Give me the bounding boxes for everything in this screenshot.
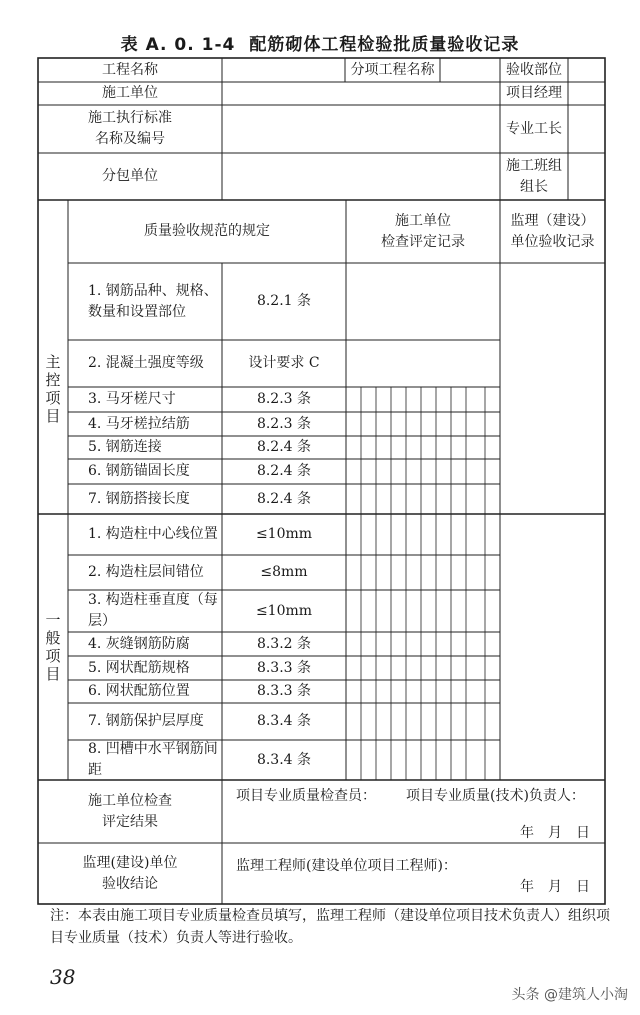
main-item-ref: 8.2.4 条 — [256, 490, 312, 507]
project-manager-label: 项目经理 — [506, 85, 562, 101]
general-char: 般 — [45, 629, 61, 647]
general-item-ref: ≤10mm — [255, 526, 313, 542]
general-char: 项 — [45, 647, 61, 665]
main-item-name: 7. 钢筋搭接长度 — [88, 490, 190, 507]
main-control-label — [38, 263, 68, 514]
table-title: 配筋砌体工程检验批质量验收记录 — [249, 35, 520, 55]
main-item-name: 6. 钢筋锚固长度 — [88, 463, 190, 479]
construction-check-line1: 施工单位 — [395, 212, 451, 229]
general-label — [38, 514, 68, 780]
team-leader-label — [500, 153, 568, 200]
general-char: 一 — [45, 611, 61, 629]
supervision-result-line1: 监理(建设)单位 — [82, 854, 178, 871]
check-grid — [361, 387, 485, 780]
general-item-name: 4. 灰缝钢筋防腐 — [88, 635, 190, 652]
supervision-header — [500, 200, 605, 263]
project-name-label: 工程名称 — [102, 61, 158, 78]
inspector-signature: 项目专业质量检查员： — [236, 788, 376, 804]
general-item-ref: 8.3.4 条 — [256, 713, 312, 729]
construction-result-line2: 评定结果 — [102, 813, 158, 830]
subcontractor-label: 分包单位 — [102, 168, 158, 184]
watermark: 头条 @建筑人小淘 — [511, 987, 628, 1003]
main-control-char: 目 — [45, 406, 61, 425]
main-item-ref: 8.2.4 条 — [256, 463, 312, 479]
main-control-char: 项 — [45, 388, 61, 407]
main-item-name: 1. 钢筋品种、规格、数量和设置部位 — [88, 282, 218, 320]
general-char: 目 — [45, 665, 61, 683]
professional-foreman-label: 专业工长 — [506, 120, 562, 137]
table-number: 表 A. 0. 1-4 — [120, 35, 236, 55]
responsible-signature: 项目专业质量(技术)负责人： — [406, 788, 585, 804]
main-item-ref: 设计要求 C — [248, 355, 320, 371]
construction-result-label — [38, 780, 222, 843]
construction-check-header — [346, 200, 500, 263]
supervision-result-label — [38, 843, 222, 904]
main-item-name: 5. 钢筋连接 — [88, 439, 162, 455]
main-control-char: 主 — [45, 352, 61, 371]
general-item-ref: 8.3.2 条 — [256, 635, 312, 652]
supervision-result-line2: 验收结论 — [102, 875, 158, 892]
general-item-name: 5. 网状配筋规格 — [88, 659, 190, 676]
table-note: 注：本表由施工项目专业质量检查员填写，监理工程师（建设单位项目技术负责人）组织项目专业质量（技术）负责人等进行验收。 — [50, 908, 610, 946]
project-name-value[interactable] — [222, 58, 345, 82]
general-item-ref: 8.3.3 条 — [256, 659, 312, 676]
general-item-name: 3. 构造柱垂直度（每层） — [88, 592, 218, 629]
page-number: 38 — [50, 965, 76, 989]
main-control-char: 控 — [45, 370, 61, 389]
main-item-ref: 8.2.1 条 — [256, 293, 312, 309]
general-item-name: 2. 构造柱层间错位 — [88, 564, 204, 580]
construction-unit-label: 施工单位 — [102, 85, 158, 101]
team-leader-line2: 组长 — [520, 178, 548, 195]
acceptance-part-label: 验收部位 — [506, 61, 562, 78]
main-item-name: 2. 混凝土强度等级 — [88, 355, 204, 371]
standard-label-line2: 名称及编号 — [95, 131, 165, 147]
general-item-name: 1. 构造柱中心线位置 — [88, 526, 218, 542]
general-item-ref: ≤8mm — [260, 564, 308, 580]
main-item-name: 3. 马牙槎尺寸 — [88, 391, 176, 407]
main-item-ref: 8.2.3 条 — [256, 391, 312, 407]
general-item-ref: ≤10mm — [255, 602, 313, 619]
general-item-name: 7. 钢筋保护层厚度 — [88, 713, 204, 729]
construction-result-line1: 施工单位检查 — [88, 792, 172, 809]
general-item-ref: 8.3.3 条 — [256, 683, 312, 699]
engineer-signature: 监理工程师(建设单位项目工程师)： — [236, 858, 457, 874]
standard-label-line1: 施工执行标准 — [88, 110, 172, 126]
general-item-name: 8. 凹槽中水平钢筋间距 — [88, 741, 218, 778]
main-item-name: 4. 马牙槎拉结筋 — [88, 415, 190, 432]
general-item-name: 6. 网状配筋位置 — [88, 683, 190, 699]
standard-label — [38, 105, 222, 153]
main-item-ref: 8.2.3 条 — [256, 415, 312, 432]
supervision-header-line1: 监理（建设） — [510, 212, 595, 229]
team-leader-line1: 施工班组 — [506, 157, 562, 174]
subproject-name-label: 分项工程名称 — [350, 61, 435, 78]
supervision-header-line2: 单位验收记录 — [510, 233, 595, 250]
general-item-ref: 8.3.4 条 — [256, 751, 312, 768]
result-date: 年 月 日 — [520, 825, 590, 841]
main-item-ref: 8.2.4 条 — [256, 439, 312, 455]
construction-check-line2: 检查评定记录 — [381, 233, 465, 250]
conclusion-date: 年 月 日 — [520, 879, 590, 895]
spec-header: 质量验收规范的规定 — [144, 223, 270, 239]
